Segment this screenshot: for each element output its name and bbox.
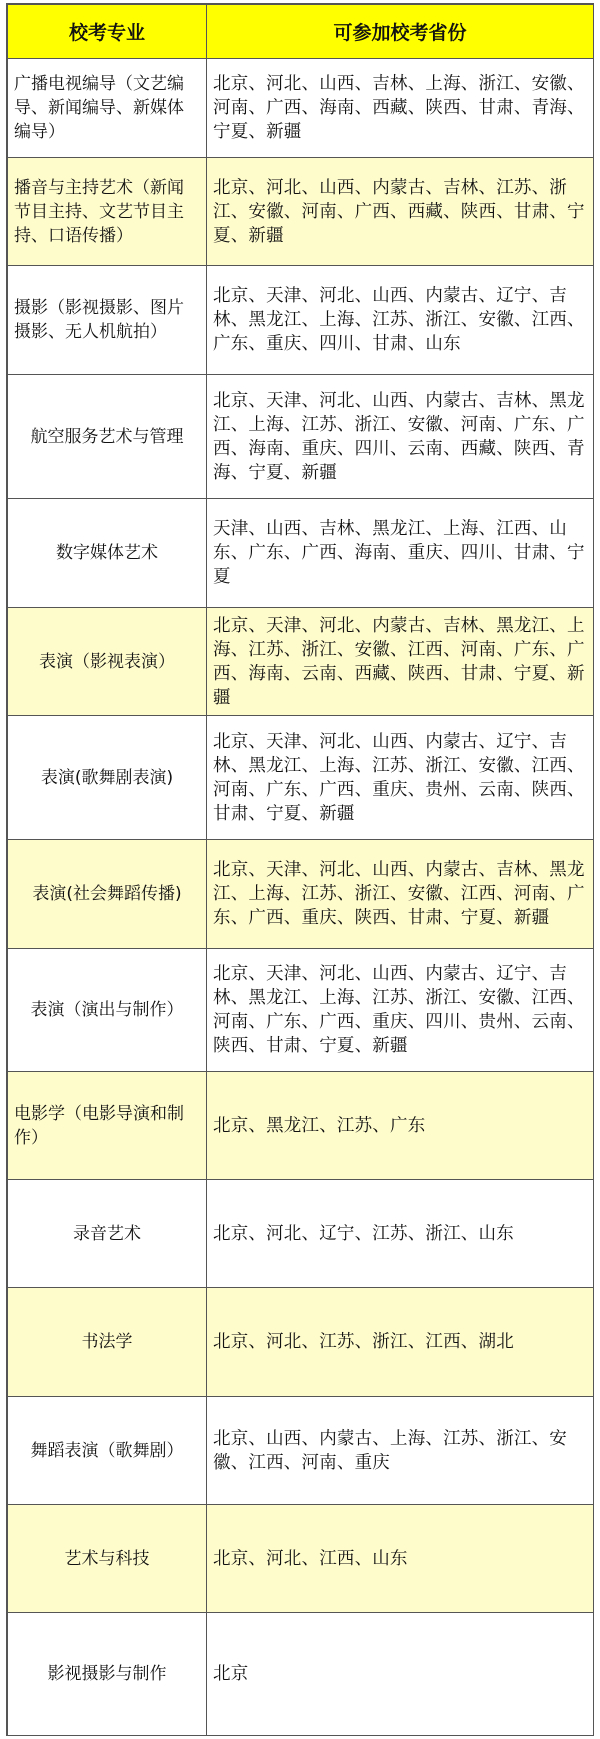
provinces-cell: 北京、天津、河北、山西、内蒙古、辽宁、吉林、黑龙江、上海、江苏、浙江、安徽、江西、广东、重庆、四川、甘肃、山东 bbox=[207, 266, 594, 374]
major-cell: 表演（演出与制作） bbox=[8, 949, 207, 1071]
major-cell: 舞蹈表演（歌舞剧） bbox=[8, 1397, 207, 1504]
provinces-cell: 北京、河北、山西、内蒙古、吉林、江苏、浙江、安徽、河南、广西、西藏、陕西、甘肃、宁夏、新疆 bbox=[207, 158, 594, 265]
table-row bbox=[8, 158, 594, 266]
major-cell: 表演（影视表演） bbox=[8, 608, 207, 715]
provinces-cell: 天津、山西、吉林、黑龙江、上海、江西、山东、广东、广西、海南、重庆、四川、甘肃、宁夏 bbox=[207, 499, 594, 607]
major-cell: 艺术与科技 bbox=[8, 1505, 207, 1612]
major-cell: 录音艺术 bbox=[8, 1180, 207, 1287]
provinces-cell: 北京、天津、河北、山西、内蒙古、吉林、黑龙江、上海、江苏、浙江、安徽、江西、河南、广东、广西、重庆、陕西、甘肃、宁夏、新疆 bbox=[207, 840, 594, 948]
table-row bbox=[8, 59, 594, 158]
provinces-cell: 北京、天津、河北、内蒙古、吉林、黑龙江、上海、江苏、浙江、安徽、江西、河南、广东、广西、海南、云南、西藏、陕西、甘肃、宁夏、新疆 bbox=[207, 608, 594, 715]
provinces-cell: 北京、山西、内蒙古、上海、江苏、浙江、安徽、江西、河南、重庆 bbox=[207, 1397, 594, 1504]
admission-table bbox=[6, 3, 594, 1736]
provinces-cell: 北京、天津、河北、山西、内蒙古、辽宁、吉林、黑龙江、上海、江苏、浙江、安徽、江西、河南、广东、广西、重庆、贵州、云南、陕西、甘肃、宁夏、新疆 bbox=[207, 716, 594, 839]
table-row bbox=[8, 1505, 594, 1613]
major-cell: 书法学 bbox=[8, 1288, 207, 1396]
table-header-row bbox=[8, 5, 594, 59]
table-row bbox=[8, 1288, 594, 1397]
major-cell: 数字媒体艺术 bbox=[8, 499, 207, 607]
major-cell: 摄影（影视摄影、图片摄影、无人机航拍） bbox=[8, 266, 207, 374]
header-provinces: 可参加校考省份 bbox=[207, 5, 594, 58]
provinces-cell: 北京、天津、河北、山西、内蒙古、吉林、黑龙江、上海、江苏、浙江、安徽、河南、广东、广西、海南、重庆、四川、云南、西藏、陕西、青海、宁夏、新疆 bbox=[207, 375, 594, 498]
table-row bbox=[8, 1397, 594, 1505]
table-row bbox=[8, 375, 594, 499]
header-major: 校考专业 bbox=[8, 5, 207, 58]
major-cell: 广播电视编导（文艺编导、新闻编导、新媒体编导） bbox=[8, 59, 207, 157]
table-row bbox=[8, 716, 594, 840]
table-row bbox=[8, 840, 594, 949]
major-cell: 播音与主持艺术（新闻节目主持、文艺节目主持、口语传播） bbox=[8, 158, 207, 265]
table-row bbox=[8, 608, 594, 716]
provinces-cell: 北京 bbox=[207, 1613, 594, 1735]
table-row bbox=[8, 499, 594, 608]
major-cell: 影视摄影与制作 bbox=[8, 1613, 207, 1735]
table-row bbox=[8, 1072, 594, 1180]
major-cell: 表演(社会舞蹈传播) bbox=[8, 840, 207, 948]
provinces-cell: 北京、河北、江西、山东 bbox=[207, 1505, 594, 1612]
provinces-cell: 北京、黑龙江、江苏、广东 bbox=[207, 1072, 594, 1179]
table-row bbox=[8, 1180, 594, 1288]
major-cell: 表演(歌舞剧表演) bbox=[8, 716, 207, 839]
table-row bbox=[8, 949, 594, 1072]
provinces-cell: 北京、河北、山西、吉林、上海、浙江、安徽、河南、广西、海南、西藏、陕西、甘肃、青海、宁夏、新疆 bbox=[207, 59, 594, 157]
provinces-cell: 北京、天津、河北、山西、内蒙古、辽宁、吉林、黑龙江、上海、江苏、浙江、安徽、江西、河南、广东、广西、重庆、四川、贵州、云南、陕西、甘肃、宁夏、新疆 bbox=[207, 949, 594, 1071]
provinces-cell: 北京、河北、江苏、浙江、江西、湖北 bbox=[207, 1288, 594, 1396]
provinces-cell: 北京、河北、辽宁、江苏、浙江、山东 bbox=[207, 1180, 594, 1287]
table-row bbox=[8, 1613, 594, 1736]
major-cell: 电影学（电影导演和制作） bbox=[8, 1072, 207, 1179]
major-cell: 航空服务艺术与管理 bbox=[8, 375, 207, 498]
table-row bbox=[8, 266, 594, 375]
